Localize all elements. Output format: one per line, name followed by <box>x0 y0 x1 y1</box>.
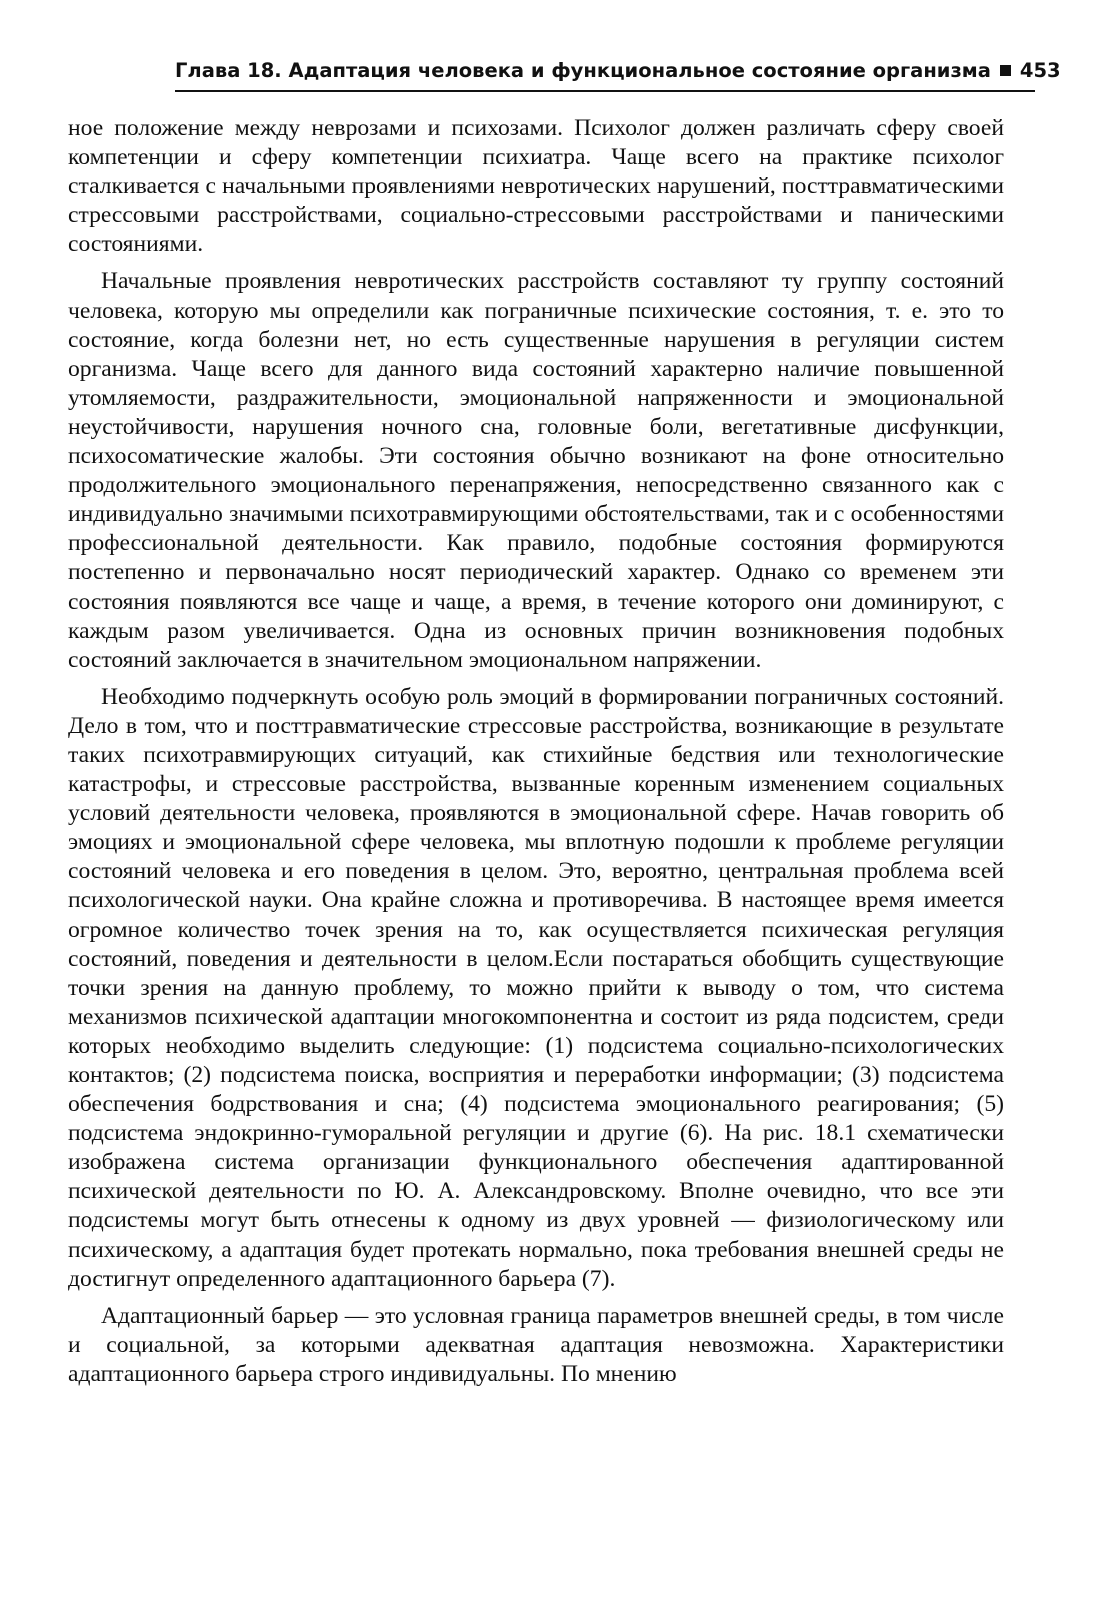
paragraph-continuation: ное положение между неврозами и психозами. Психолог должен различать сферу своей компетенции и сферу компетенции психиатра. Чаще всего на практике психолог сталкивается с начальными проявлениями невротических нарушений, посттравматическими стрессовыми расстройствами, социально-стрессовыми расстройствами и паническими состояниями. <box>68 115 1004 258</box>
page-number: 453 <box>1019 59 1061 82</box>
square-bullet-icon <box>1000 65 1011 76</box>
chapter-title: Глава 18. Адаптация человека и функциональное состояние организма <box>175 59 991 82</box>
body-text <box>68 114 1004 1397</box>
paragraph: Необходимо подчеркнуть особую роль эмоций в формировании пограничных состояний. Дело в том, что и посттравматические стрессовые расстройства, возникающие в результате таких психотравмирующих ситуаций, как стихийные бедствия или технологические катастрофы, и стрессовые расстройства, вызванные коренным изменением социальных условий деятельности человека, проявляются в эмоциональной сфере. Начав говорить об эмоциях и эмоциональной сфере человека, мы вплотную подошли к проблеме регуляции состояний человека и его поведения в целом. Это, вероятно, центральная проблема всей психологической науки. Она крайне сложна и противоречива. В настоящее время имеется огромное количество точек зрения на то, как осуществляется психическая регуляция состояний, поведения и деятельности в целом.Если постараться обобщить существующие точки зрения на данную проблему, то можно прийти к выводу о том, что система механизмов психической адаптации многокомпонентна и состоит из ряда подсистем, среди которых необходимо выделить следующие: (1) подсистема социально-психологических контактов; (2) подсистема поиска, восприятия и переработки информации; (3) подсистема обеспечения бодрствования и сна; (4) подсистема эмоционального реагирования; (5) подсистема эндокринно-гуморальной регуляции и другие (6). На рис. 18.1 схематически изображена система организации функционального обеспечения адаптированной психической деятельности по Ю. А. Александровскому. Вполне очевидно, что все эти подсистемы могут быть отнесены к одному из двух уровней — физиологическому или психическому, а адаптация будет протекать нормально, пока требования внешней среды не достигнут определенного адаптационного барьера (7). <box>68 683 1004 1292</box>
running-header <box>175 56 1061 92</box>
paragraph: Начальные проявления невротических расстройств составляют ту группу состояний человека, которую мы определили как пограничные психические состояния, т. е. это то состояние, когда болезни нет, но есть существенные нарушения в регуляции систем организма. Чаще всего для данного вида состояний характерно наличие повышенной утомляемости, раздражительности, эмоциональной напряженности и эмоциональной неустойчивости, нарушения ночного сна, головные боли, вегетативные дисфункции, психосоматические жалобы. Эти состояния обычно возникают на фоне относительно продолжительного эмоционального перенапряжения, непосредственно связанного как с индивидуально значимыми психотравмирующими обстоятельствами, так и с особенностями профессиональной деятельности. Как правило, подобные состояния формируются постепенно и первоначально носят периодический характер. Однако со временем эти состояния появляются все чаще и чаще, а время, в течение которого они доминируют, с каждым разом увеличивается. Одна из основных причин возникновения подобных состояний заключается в значительном эмоциональном напряжении. <box>68 268 1004 673</box>
paragraph: Адаптационный барьер — это условная граница параметров внешней среды, в том числе и социальной, за которыми адекватная адаптация невозможна. Характеристики адаптационного барьера строго индивидуальны. По мнению <box>68 1302 1004 1387</box>
